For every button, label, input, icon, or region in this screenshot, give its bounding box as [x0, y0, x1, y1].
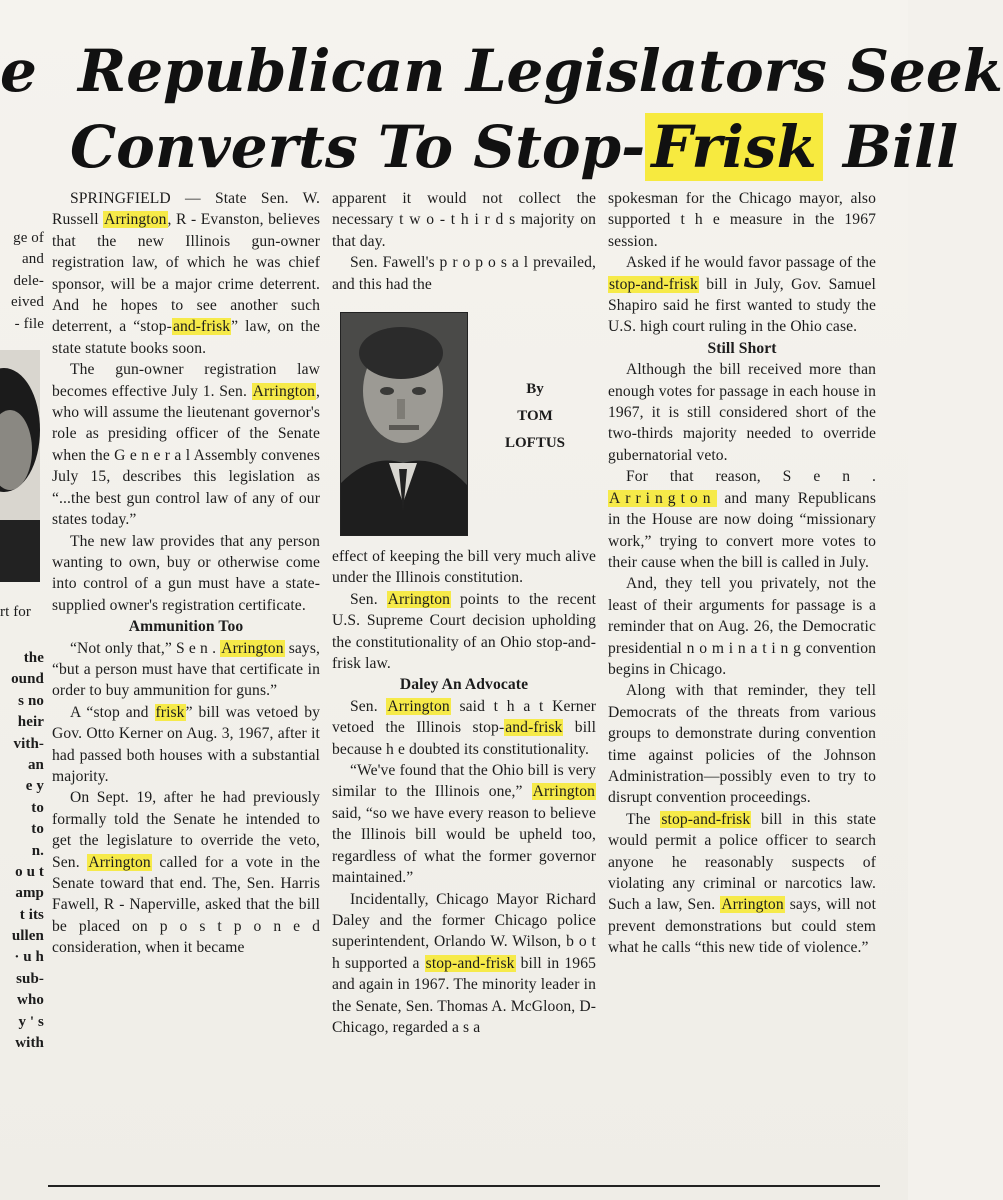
highlight: Arrington: [721, 896, 784, 914]
highlight: Arrington: [532, 783, 595, 801]
highlight: Arrington: [88, 853, 151, 871]
fragment-line: to: [31, 821, 44, 838]
article-column-1: [52, 188, 320, 959]
highlight: stop-and-frisk: [425, 954, 515, 972]
fragment-line: e y: [25, 778, 44, 795]
adjacent-column-fragment: [0, 228, 44, 335]
fragment-line: eived: [11, 294, 44, 311]
fragment-line: t its: [19, 906, 44, 923]
fragment-line: o u t: [15, 863, 44, 880]
paragraph: A “stop and frisk” bill was vetoed by Gov. Otto Kerner on Aug. 3, 1967, after it had passed both houses with a substantial majority.: [52, 703, 320, 785]
paragraph: Sen. Arrington points to the recent U.S. Supreme Court decision upholding the constitutionality of an Ohio stop-and-frisk law.: [332, 590, 596, 673]
paragraph: Although the bill received more than enough votes for passage in each house in 1967, it is still considered short of the two-thirds majority needed to override gubernatorial veto.: [608, 361, 876, 464]
headline-line2-text: [70, 113, 959, 181]
paragraph: The new law provides that any person wanting to own, buy or otherwise come into control of a gun must have a state-supplied owner's registration certificate.: [52, 532, 320, 614]
highlight: and-frisk: [505, 719, 563, 737]
article-column-2-bottom: [332, 546, 596, 1038]
highlight: and-frisk: [172, 318, 231, 336]
byline-by: By: [526, 381, 544, 397]
subhead-still-short: Still Short: [707, 339, 777, 357]
highlight: Arrington: [221, 639, 284, 657]
headline-highlight-frisk: Frisk: [645, 113, 823, 181]
paragraph: The stop-and-frisk bill in this state would permit a police officer to search anyone he reasonably suspects of violating any criminal or narcotics law. Such a law, Sen. Arrington says, will not prevent demonstrations but could stem what he calls “this new tide of violence.”: [608, 810, 877, 957]
fragment-line: dele-: [13, 272, 44, 289]
highlight: Arrington: [387, 697, 450, 715]
fragment-line: - file: [14, 315, 44, 332]
paragraph: And, they tell you privately, not the least of their arguments for passage is a reminder that on Aug. 26, the Democratic presidential n o m i n a t i n g convention begins in Chicago.: [608, 575, 876, 678]
paragraph: The gun-owner registration law becomes effective July 1. Sen. Arrington, who will assume the lieutenant governor's role as presiding officer of the Senate when the G e n e r a l Assembly convenes July 15, describes this legislation as “...the best gun control law of any of our states today.”: [52, 361, 320, 529]
headline-line1-text: Republican Legislators Seek: [78, 37, 1003, 105]
paragraph: effect of keeping the bill very much alive under the Illinois constitution.: [332, 548, 596, 587]
fragment-line: an: [27, 756, 44, 773]
paragraph: “Not only that,” S e n . Arrington says, “but a person must have that certificate in order to buy ammunition for guns.”: [52, 639, 320, 700]
adjacent-column-fragment-lower: [0, 648, 44, 1054]
article-column-2-top: [332, 188, 596, 295]
fragment-line: to: [31, 799, 44, 816]
highlight: frisk: [155, 703, 185, 721]
headline-left-fragment: e: [0, 37, 37, 105]
fragment-line: and: [22, 251, 44, 268]
highlight: Arrington: [609, 489, 716, 507]
adjacent-column-fragment-mid: [0, 602, 44, 623]
fragment-line: ge of: [13, 230, 44, 246]
paragraph: SPRINGFIELD — State Sen. W. Russell Arrington, R - Evanston, believes that the new Illinois gun-owner registration law, of which he was chief sponsor, will be a major crime deterrent. And he hopes to see another such deterrent, a “stop-and-frisk” law, on the state statute books soon.: [52, 190, 321, 357]
paragraph: Sen. Arrington said t h a t Kerner vetoed the Illinois stop-and-frisk bill because h e doubted its constitutionality.: [332, 697, 597, 758]
fragment-line: rt for: [0, 604, 32, 620]
author-photo: [340, 312, 468, 536]
paragraph: Asked if he would favor passage of the stop-and-frisk bill in July, Gov. Samuel Shapiro said he first wanted to study the U.S. high court ruling in the Ohio case.: [608, 254, 876, 336]
fragment-line: amp: [15, 885, 44, 902]
fragment-line: ullen: [11, 928, 44, 945]
fragment-line: vith-: [13, 735, 44, 752]
subhead-ammunition: Ammunition Too: [128, 618, 244, 636]
fragment-line: ound: [11, 671, 44, 688]
adjacent-photo-fragment: [0, 350, 40, 582]
byline-first-name: TOM: [517, 408, 553, 424]
highlight: Arrington: [387, 590, 451, 608]
fragment-line: · u h: [14, 949, 44, 966]
paragraph: spokesman for the Chicago mayor, also supported t h e measure in the 1967 session.: [608, 190, 876, 250]
paragraph: “We've found that the Ohio bill is very similar to the Illinois one,” Arrington said, “so we have every reason to believe the Illinois bill would be upheld too, regardless of what the former governor maintained.”: [332, 762, 596, 887]
article-column-3: [608, 188, 876, 959]
highlight: Arrington: [104, 211, 167, 229]
bottom-rule: [48, 1185, 880, 1187]
byline-last-name: LOFTUS: [504, 435, 565, 451]
headline-line2-pre: Converts To Stop-: [70, 113, 646, 181]
highlight: Arrington: [252, 382, 315, 400]
fragment-line: the: [23, 650, 44, 666]
headline-line2-post: Bill: [842, 113, 959, 181]
fragment-line: with: [15, 1035, 44, 1052]
subhead-daley: Daley An Advocate: [399, 676, 529, 694]
paragraph: Along with that reminder, they tell Democrats of the threats from various groups to demonstrate during convention time against policies of the Johnson Administration—possibly even to try to disrupt convention proceedings.: [608, 682, 876, 807]
paragraph: Incidentally, Chicago Mayor Richard Daley and the former Chicago police superintendent, Orlando W. Wilson, b o t h supported a stop-and-frisk bill in 1965 and again in 1967. The minority leader in the Senate, Sen. Thomas A. McGloon, D-Chicago, regarded a s a: [332, 890, 596, 1036]
highlight: stop-and-frisk: [609, 275, 698, 293]
fragment-line: sub-: [16, 970, 44, 987]
fragment-line: who: [17, 992, 44, 1009]
paragraph: On Sept. 19, after he had previously formally told the Senate he intended to get the legislature to override the veto, Sen. Arrington called for a vote in the Senate toward that end. The, Sen. Harris Fawell, R - Naperville, asked that the bill be placed on p o s t p o n e d consideration, when it became: [52, 789, 321, 957]
byline: [470, 376, 600, 457]
fragment-line: n.: [31, 842, 44, 859]
fragment-line: y ' s: [18, 1013, 44, 1030]
paragraph: For that reason, S e n . Arrington and many Republicans in the House are now doing “missionary work,” trying to convert more votes to their cause when the bill is called in July.: [608, 468, 876, 571]
paragraph: apparent it would not collect the necessary t w o - t h i r d s majority on that day.: [332, 190, 596, 250]
fragment-line: heir: [17, 714, 44, 731]
highlight: stop-and-frisk: [661, 810, 751, 828]
fragment-line: s no: [18, 692, 44, 709]
paragraph: Sen. Fawell's p r o p o s a l prevailed, and this had the: [332, 254, 596, 293]
